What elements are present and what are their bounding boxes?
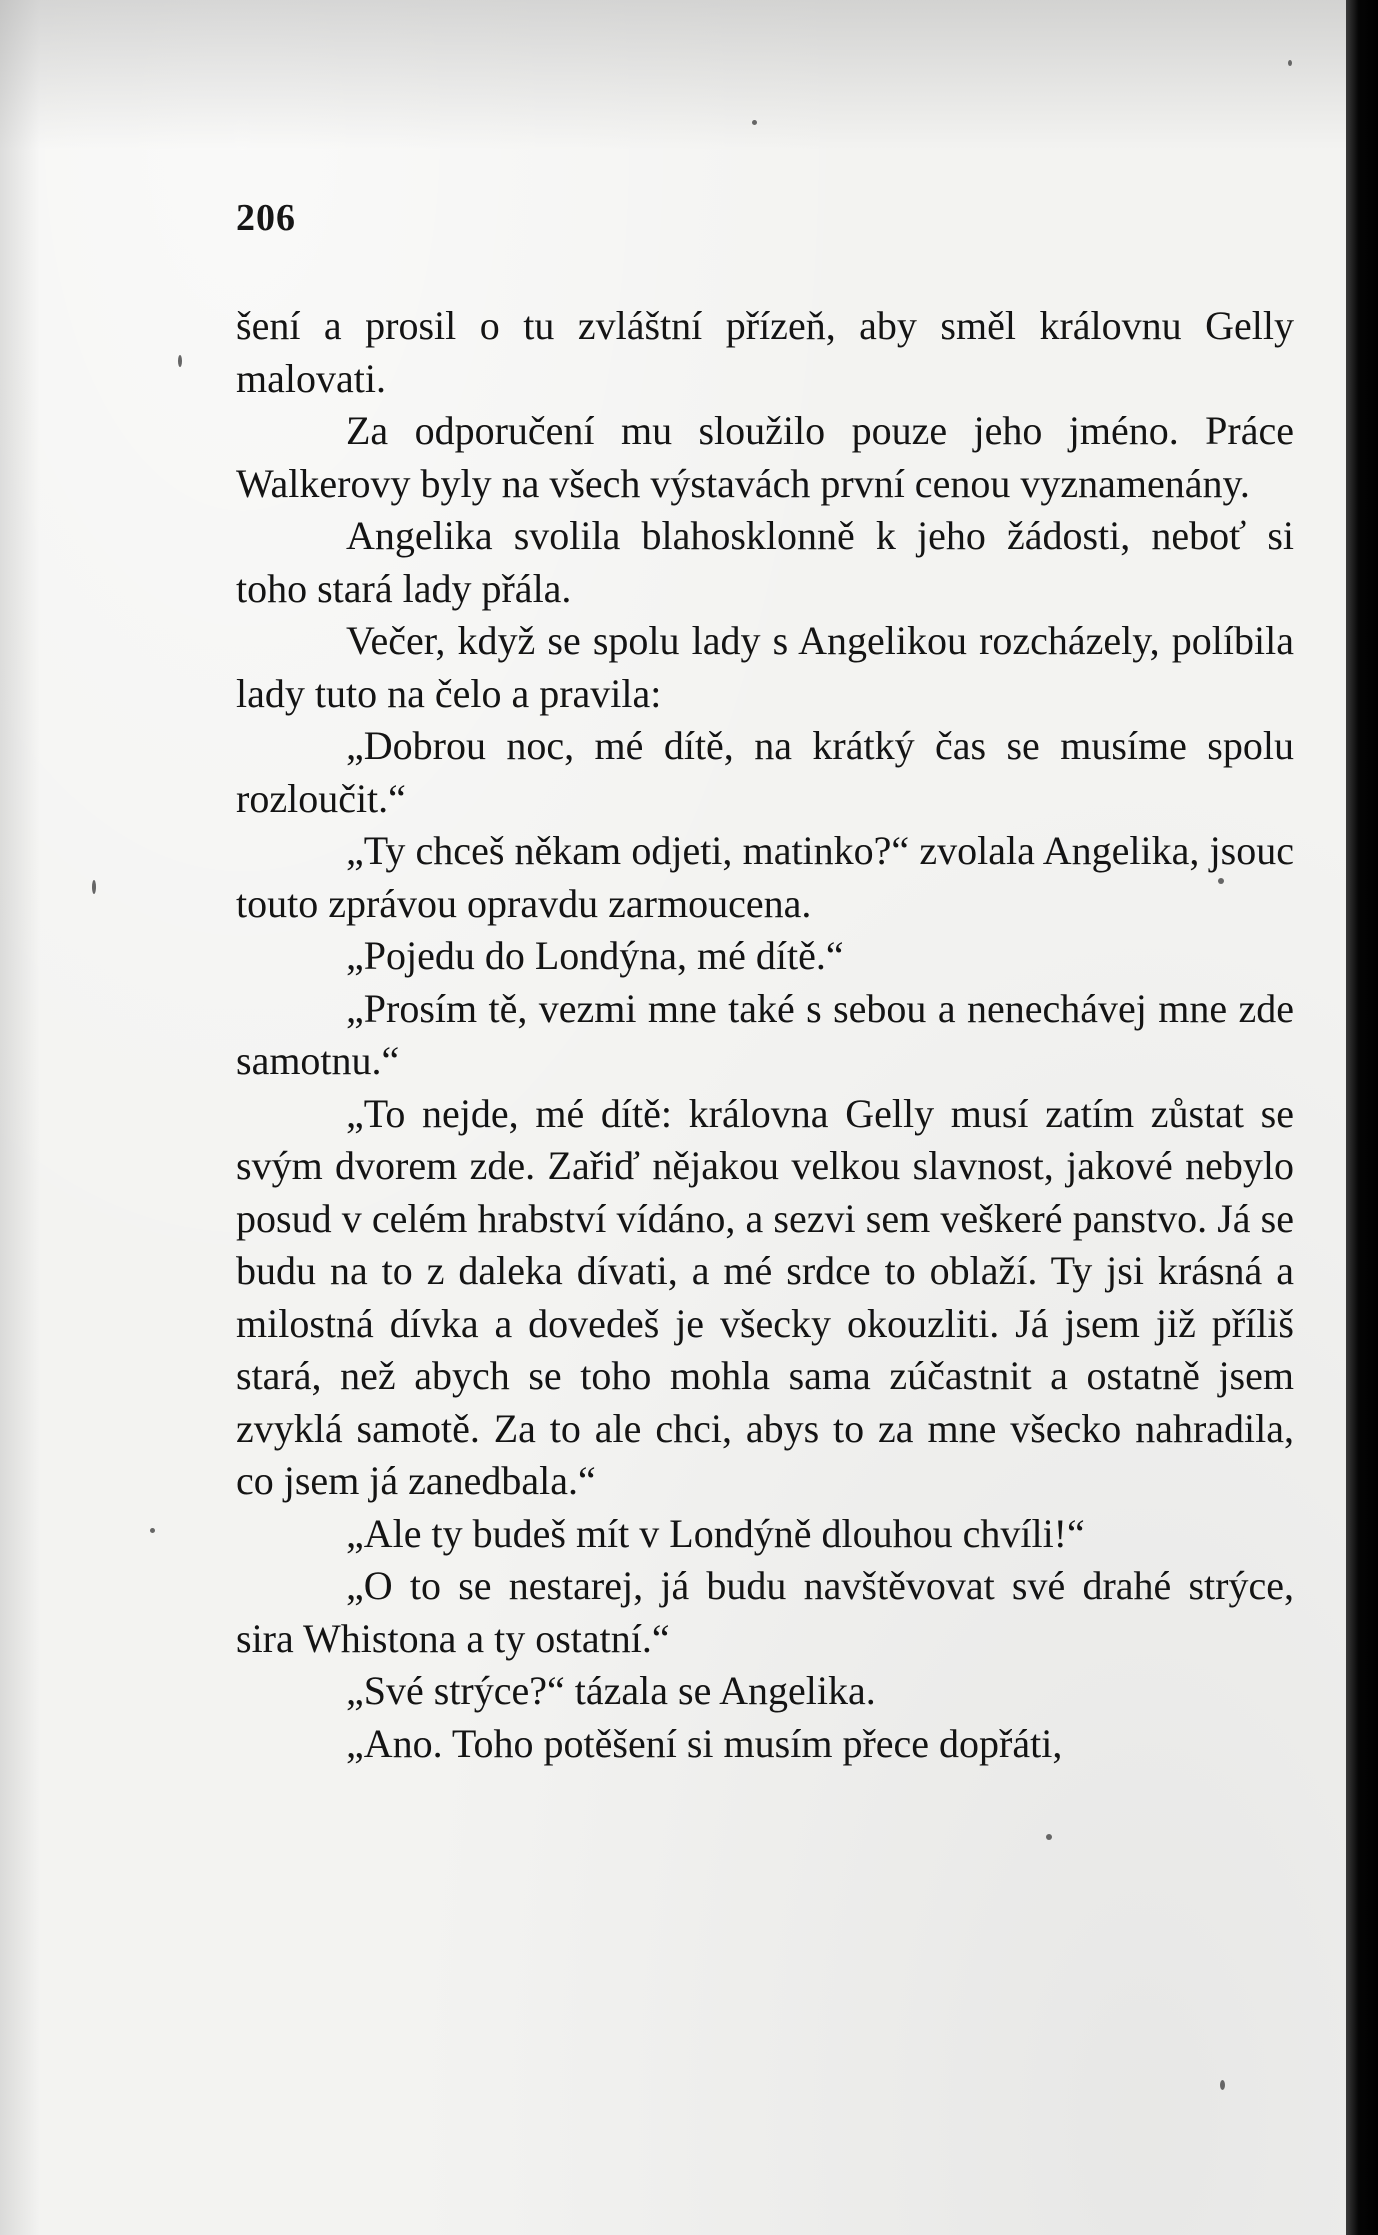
- paragraph-10: „Ale ty budeš mít v Londýně dlouhou chvíli!“: [346, 1510, 1085, 1556]
- paragraph-13: „Ano. Toho potěšení si musím přece dopřáti,: [346, 1720, 1063, 1766]
- paragraph-8: „Prosím tě, vezmi mne také s sebou a nenechávej mne zde samotnu.“: [236, 985, 1294, 1083]
- paragraph-6: „Ty chceš někam odjeti, matinko?“ zvolala Angelika, jsouc touto zprávou opravdu zarmoucena.: [236, 828, 1294, 926]
- paragraph-11: „O to se nestarej, já budu navštěvovat své drahé strýce, sira Whistona a ty ostatní.“: [236, 1563, 1294, 1661]
- paper-speck: [1046, 1834, 1052, 1840]
- paper-speck: [1288, 60, 1292, 66]
- paragraph-4: Večer, když se spolu lady s Angelikou rozcházely, políbila lady tuto na čelo a pravila:: [236, 618, 1294, 716]
- paragraph-5: „Dobrou noc, mé dítě, na krátký čas se musíme spolu rozloučit.“: [236, 723, 1294, 821]
- paper-speck: [1218, 878, 1224, 884]
- paragraph-2: Za odporučení mu sloužilo pouze jeho jméno. Práce Walkerovy byly na všech výstavách první cenou vyznamenány.: [236, 408, 1294, 506]
- paper-speck: [1220, 2080, 1225, 2090]
- page-number: 206: [236, 197, 296, 239]
- page-edge-shadow: [1346, 0, 1378, 2235]
- paragraph-7: „Pojedu do Londýna, mé dítě.“: [346, 933, 844, 978]
- paper-speck: [178, 355, 182, 367]
- page-text: [236, 300, 1294, 1770]
- paragraph-3: Angelika svolila blahosklonně k jeho žádosti, neboť si toho stará lady přála.: [236, 513, 1294, 611]
- paper-speck: [92, 880, 96, 894]
- paragraph-12: „Své strýce?“ tázala se Angelika.: [346, 1668, 876, 1713]
- paragraph-9: „To nejde, mé dítě: královna Gelly musí zatím zůstat se svým dvorem zde. Zařiď nějakou velkou slavnost, jakové nebylo posud v celém hrabství vídáno, a sezvi sem veškeré panstvo. Já se budu na to z daleka dívati, a mé srdce to oblaží. Ty jsi krásná a milostná dívka a dovedeš je všecky okouzliti. Já jsem již příliš stará, než abych se toho mohla sama zúčastnit a ostatně jsem zvyklá samotě. Za to ale chci, abys to za mne všecko nahradila, co jsem já zanedbala.“: [236, 1090, 1294, 1503]
- paper-speck: [752, 120, 757, 125]
- paper-speck: [150, 1528, 155, 1533]
- paragraph-1: šení a prosil o tu zvláštní přízeň, aby směl královnu Gelly malovati.: [236, 303, 1294, 401]
